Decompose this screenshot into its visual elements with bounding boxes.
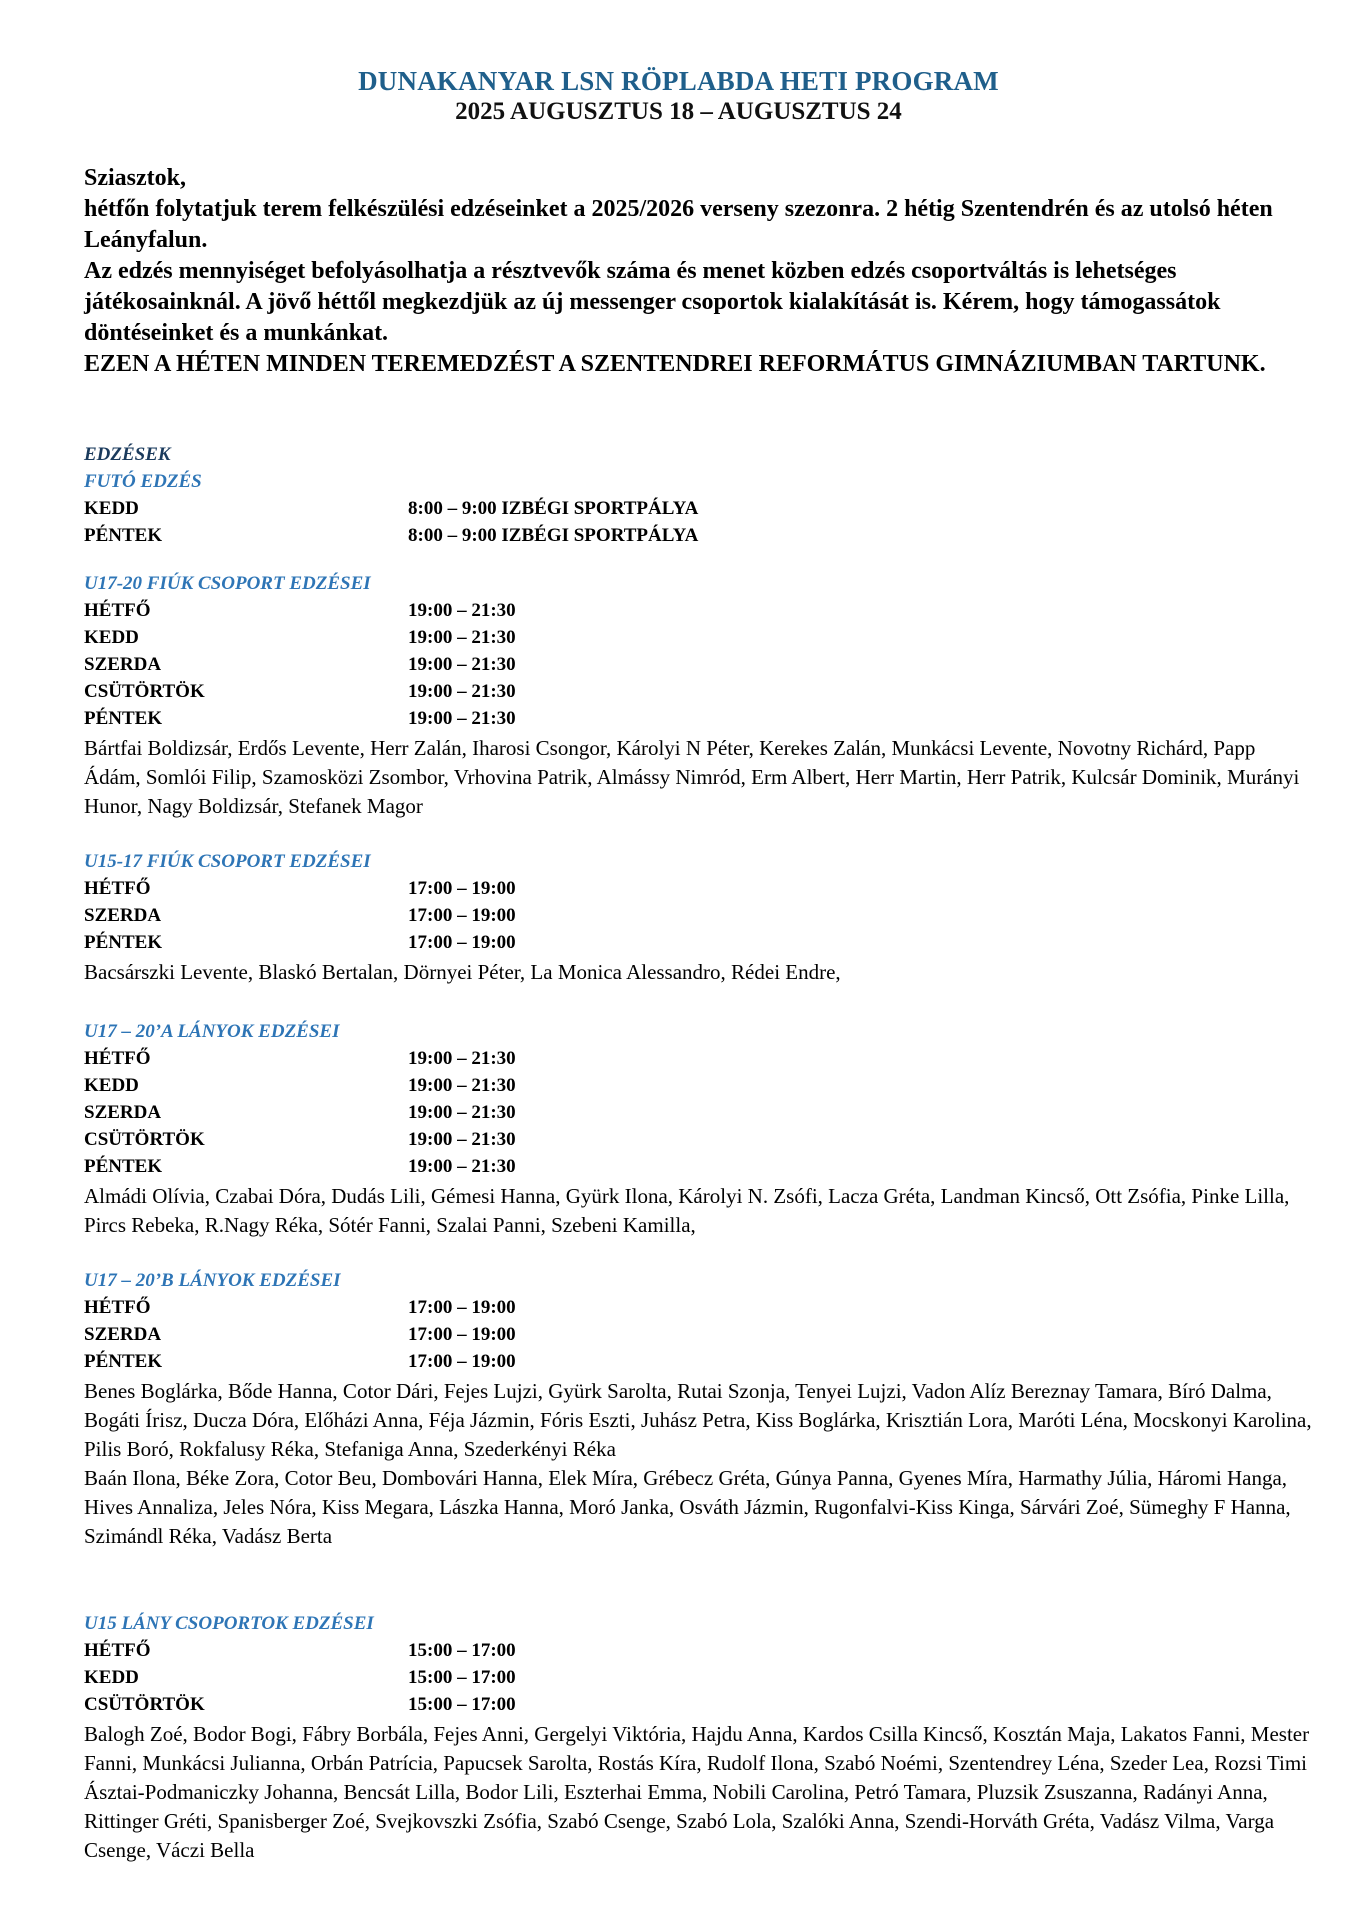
player-names: Ásztai-Podmaniczky Johanna, Bencsát Lilla, Bodor Lili, Eszterhai Emma, Nobili Carolina, Petró Tamara, Pluzsik Zsuszanna, Radányi Anna, Rittinger Gréti, Spanisberger Zoé, Svejkovszki Zsófia, Szabó Csenge, Szabó Lola, Szalóki Anna, Szendi-Horváth Gréta, Vadász Vilma, Varga Csenge, Váczi Bella — [84, 1780, 1275, 1862]
section-heading: EDZÉSEK — [84, 444, 171, 465]
schedule-row — [84, 875, 1314, 902]
day-label: PÉNTEK — [84, 1351, 163, 1372]
section-u17-20-a-girls — [84, 1018, 1314, 1240]
intro-paragraph: hétfőn folytatjuk terem felkészülési edzéseinket a 2025/2026 verseny szezonra. 2 hétig Szentendrén és az utolsó héten Leányfalun. — [84, 196, 1273, 253]
time-slot: 19:00 – 21:30 — [408, 681, 516, 702]
day-label: PÉNTEK — [84, 1156, 163, 1177]
venue-notice: EZEN A HÉTEN MINDEN TEREMEDZÉST A SZENTENDREI REFORMÁTUS GIMNÁZIUMBAN TARTUNK. — [84, 351, 1266, 377]
section-title: FUTÓ EDZÉS — [84, 471, 202, 492]
time-slot: 17:00 – 19:00 — [408, 1324, 516, 1345]
schedule-row — [84, 495, 1314, 522]
schedule-row — [84, 1126, 1314, 1153]
day-label: HÉTFŐ — [84, 878, 151, 899]
player-list — [84, 1377, 1314, 1551]
day-label: SZERDA — [84, 905, 162, 926]
player-names: Bacsárszki Levente, Blaskó Bertalan, Dörnyei Péter, La Monica Alessandro, Rédei Endre, — [84, 960, 841, 984]
time-slot: 19:00 – 21:30 — [408, 1075, 516, 1096]
player-names: Almádi Olívia, Czabai Dóra, Dudás Lili, Gémesi Hanna, Gyürk Ilona, Károlyi N. Zsófi, Lacza Gréta, Landman Kincső, Ott Zsófia, Pinke Lilla, Pircs Rebeka, R.Nagy Réka, Sótér Fanni, Szalai Panni, Szebeni Kamilla, — [84, 1184, 1290, 1237]
day-label: CSÜTÖRTÖK — [84, 681, 205, 702]
time-slot: 19:00 – 21:30 — [408, 1129, 516, 1150]
time-slot: 17:00 – 19:00 — [408, 1351, 516, 1372]
player-names: Benes Boglárka, Bőde Hanna, Cotor Dári, Fejes Lujzi, Gyürk Sarolta, Rutai Szonja, Tenyei Lujzi, Vadon Alíz Bereznay Tamara, Bíró Dalma, Bogáti Írisz, Ducza Dóra, Előházi Anna, Féja Jázmin, Fóris Eszti, Juhász Petra, Kiss Boglárka, Krisztián Lora, Maróti Léna, Mocskonyi Karolina, Pilis Boró, Rokfalusy Réka, Stefaniga Anna, Szederkényi Réka — [84, 1379, 1312, 1461]
schedule-row — [84, 902, 1314, 929]
time-slot: 15:00 – 17:00 — [408, 1640, 516, 1661]
schedule-row — [84, 624, 1314, 651]
day-label: HÉTFŐ — [84, 600, 151, 621]
schedule-row — [84, 1637, 1314, 1664]
day-label: SZERDA — [84, 1324, 162, 1345]
time-slot: 8:00 – 9:00 IZBÉGI SPORTPÁLYA — [408, 525, 699, 546]
day-label: PÉNTEK — [84, 525, 163, 546]
schedule-row — [84, 929, 1314, 956]
day-label: PÉNTEK — [84, 708, 163, 729]
time-slot: 19:00 – 21:30 — [408, 627, 516, 648]
schedule-row — [84, 678, 1314, 705]
player-list — [84, 1720, 1314, 1865]
document-title: DUNAKANYAR LSN RÖPLABDA HETI PROGRAM — [358, 66, 999, 96]
time-slot: 19:00 – 21:30 — [408, 600, 516, 621]
time-slot: 17:00 – 19:00 — [408, 932, 516, 953]
section-u15-17-boys — [84, 848, 1314, 987]
day-label: KEDD — [84, 1667, 139, 1688]
player-names: Bártfai Boldizsár, Erdős Levente, Herr Zalán, Iharosi Csongor, Károlyi N Péter, Kerekes Zalán, Munkácsi Levente, Novotny Richárd, Papp Ádám, Somlói Filip, Szamosközi Zsombor, Vrhovina Patrik, Almássy Nimród, Erm Albert, Herr Martin, Herr Patrik, Kulcsár Dominik, Murányi Hunor, Nagy Boldizsár, Stefanek Magor — [84, 736, 1300, 818]
intro-paragraph: Az edzés mennyiséget befolyásolhatja a résztvevők száma és menet közben edzés csoportváltás is lehetséges játékosainknál. A jövő héttől megkezdjük az új messenger csoportok kialakítását is. Kérem, hogy támogassátok döntéseinket és a munkánkat. — [84, 258, 1221, 346]
schedule-row — [84, 1072, 1314, 1099]
time-slot: 19:00 – 21:30 — [408, 1048, 516, 1069]
schedule-row — [84, 1153, 1314, 1180]
time-slot: 17:00 – 19:00 — [408, 1297, 516, 1318]
day-label: KEDD — [84, 498, 139, 519]
schedule-row — [84, 1691, 1314, 1718]
time-slot: 8:00 – 9:00 IZBÉGI SPORTPÁLYA — [408, 498, 699, 519]
day-label: SZERDA — [84, 1102, 162, 1123]
time-slot: 17:00 – 19:00 — [408, 905, 516, 926]
time-slot: 19:00 – 21:30 — [408, 708, 516, 729]
intro-text — [84, 163, 1304, 380]
section-title: U17-20 FIÚK CSOPORT EDZÉSEI — [84, 573, 371, 594]
schedule-row — [84, 597, 1314, 624]
schedule-row — [84, 1294, 1314, 1321]
day-label: PÉNTEK — [84, 932, 163, 953]
section-title: U17 – 20’B LÁNYOK EDZÉSEI — [84, 1270, 341, 1291]
player-list — [84, 734, 1314, 821]
day-label: CSÜTÖRTÖK — [84, 1694, 205, 1715]
time-slot: 19:00 – 21:30 — [408, 1102, 516, 1123]
time-slot: 15:00 – 17:00 — [408, 1694, 516, 1715]
section-running — [84, 441, 1314, 549]
section-u15-girls — [84, 1610, 1314, 1865]
time-slot: 15:00 – 17:00 — [408, 1667, 516, 1688]
day-label: CSÜTÖRTÖK — [84, 1129, 205, 1150]
schedule-row — [84, 522, 1314, 549]
day-label: HÉTFŐ — [84, 1048, 151, 1069]
player-list — [84, 958, 1314, 987]
section-title: U17 – 20’A LÁNYOK EDZÉSEI — [84, 1021, 340, 1042]
player-names: Balogh Zoé, Bodor Bogi, Fábry Borbála, Fejes Anni, Gergelyi Viktória, Hajdu Anna, Kardos Csilla Kincső, Kosztán Maja, Lakatos Fanni, Mester Fanni, Munkácsi Julianna, Orbán Patrícia, Papucsek Sarolta, Rostás Kíra, Rudolf Ilona, Szabó Noémi, Szentendrey Léna, Szeder Lea, Rozsi Timi — [84, 1722, 1310, 1775]
day-label: HÉTFŐ — [84, 1640, 151, 1661]
time-slot: 19:00 – 21:30 — [408, 654, 516, 675]
player-names: Baán Ilona, Béke Zora, Cotor Beu, Dombovári Hanna, Elek Míra, Grébecz Gréta, Gúnya Panna, Gyenes Míra, Harmathy Júlia, Háromi Hanga, Hives Annaliza, Jeles Nóra, Kiss Megara, Lászka Hanna, Moró Janka, Osváth Jázmin, Rugonfalvi-Kiss Kinga, Sárvári Zoé, Sümeghy F Hanna, Szimándl Réka, Vadász Berta — [84, 1466, 1291, 1548]
day-label: KEDD — [84, 1075, 139, 1096]
schedule-row — [84, 1321, 1314, 1348]
schedule-row — [84, 705, 1314, 732]
schedule-row — [84, 1348, 1314, 1375]
schedule-row — [84, 1099, 1314, 1126]
section-title: U15 LÁNY CSOPORTOK EDZÉSEI — [84, 1613, 374, 1634]
section-u17-20-b-girls — [84, 1267, 1314, 1551]
schedule-row — [84, 651, 1314, 678]
player-list — [84, 1182, 1314, 1240]
greeting: Sziasztok, — [84, 165, 186, 191]
section-title: U15-17 FIÚK CSOPORT EDZÉSEI — [84, 851, 371, 872]
day-label: HÉTFŐ — [84, 1297, 151, 1318]
time-slot: 19:00 – 21:30 — [408, 1156, 516, 1177]
time-slot: 17:00 – 19:00 — [408, 878, 516, 899]
day-label: KEDD — [84, 627, 139, 648]
section-u17-20-boys — [84, 570, 1314, 821]
schedule-row — [84, 1664, 1314, 1691]
day-label: SZERDA — [84, 654, 162, 675]
schedule-row — [84, 1045, 1314, 1072]
document-date-range: 2025 AUGUSZTUS 18 – AUGUSZTUS 24 — [455, 98, 902, 125]
